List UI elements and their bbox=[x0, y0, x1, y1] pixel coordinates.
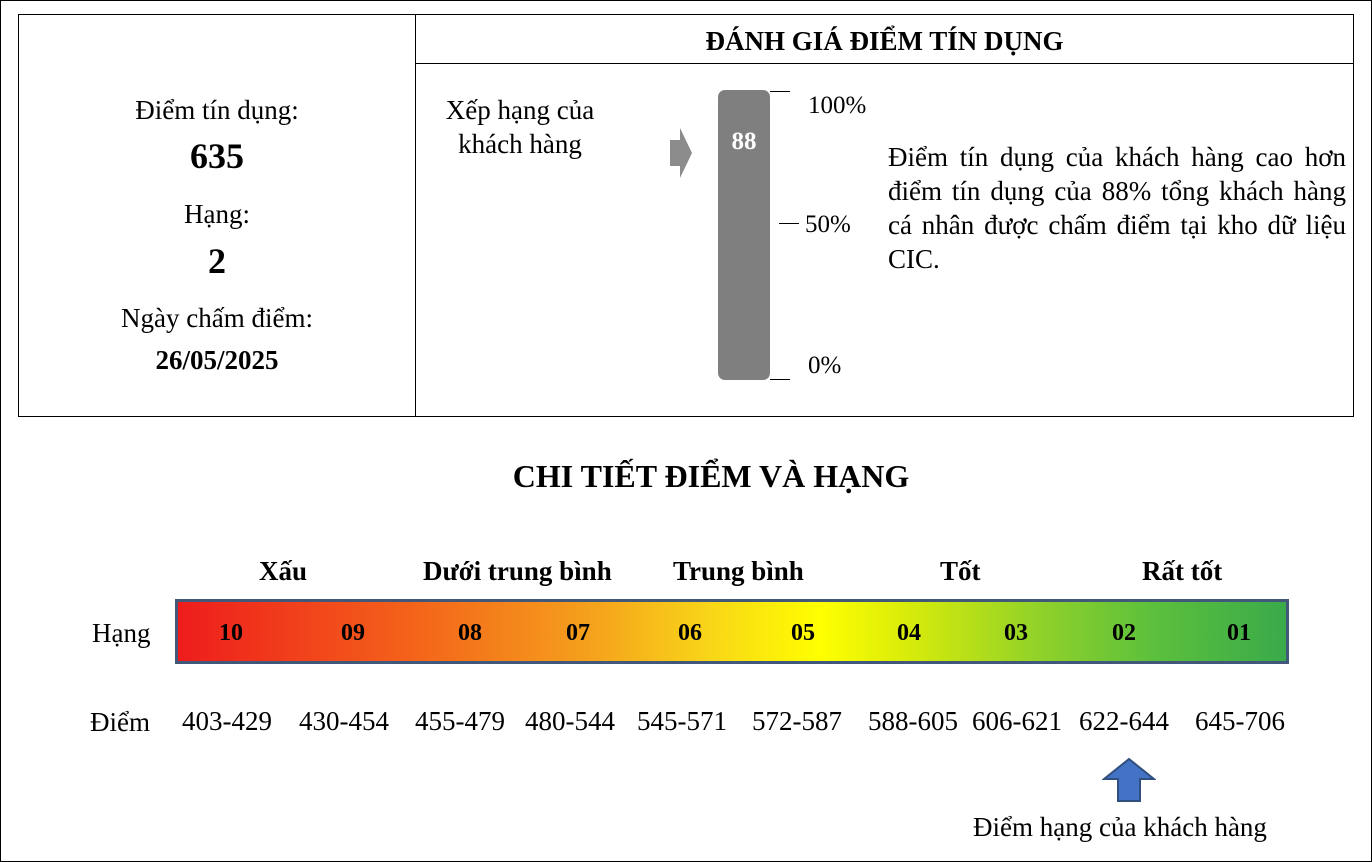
grade-cell: 05 bbox=[791, 620, 815, 646]
score-range-cell: 455-479 bbox=[415, 706, 505, 736]
tick-label-0: 0% bbox=[808, 352, 842, 379]
arrow-up-icon bbox=[1102, 757, 1156, 803]
tick-mark-50 bbox=[779, 223, 799, 224]
percentile-value: 88 bbox=[731, 128, 757, 155]
rank-value: 2 bbox=[208, 241, 226, 281]
category-label-average: Trung bình bbox=[673, 556, 804, 586]
score-range-cell: 480-544 bbox=[525, 706, 615, 736]
score-row-label: Điểm bbox=[90, 707, 150, 737]
category-label-very-good: Rất tốt bbox=[1142, 556, 1223, 586]
score-range-cell: 588-605 bbox=[868, 706, 958, 736]
grade-cell: 01 bbox=[1227, 620, 1251, 646]
assessment-title: ĐÁNH GIÁ ĐIỂM TÍN DỤNG bbox=[416, 15, 1353, 64]
score-range-cell: 430-454 bbox=[299, 706, 389, 736]
rank-caption-line2: khách hàng bbox=[458, 129, 582, 159]
grade-scale-bar bbox=[175, 599, 1289, 664]
score-range-cell: 545-571 bbox=[637, 706, 727, 736]
customer-marker-caption: Điểm hạng của khách hàng bbox=[973, 812, 1267, 842]
details-title: CHI TIẾT ĐIỂM VÀ HẠNG bbox=[512, 458, 910, 494]
score-range-cell: 606-621 bbox=[972, 706, 1062, 736]
grade-cell: 04 bbox=[897, 620, 921, 646]
grade-cell: 06 bbox=[678, 620, 702, 646]
arrow-right-icon bbox=[670, 128, 692, 178]
tick-mark-100 bbox=[770, 91, 790, 92]
date-value: 26/05/2025 bbox=[155, 345, 279, 375]
rank-row-label: Hạng bbox=[92, 618, 151, 648]
grade-cell: 08 bbox=[458, 620, 482, 646]
score-range-cell: 622-644 bbox=[1079, 706, 1169, 736]
grade-cell: 02 bbox=[1112, 620, 1136, 646]
tick-mark-0 bbox=[770, 379, 790, 380]
category-label-good: Tốt bbox=[940, 556, 981, 586]
category-label-below-average: Dưới trung bình bbox=[423, 556, 612, 586]
tick-label-100: 100% bbox=[808, 92, 867, 119]
category-label-bad: Xấu bbox=[259, 556, 308, 586]
grade-cell: 03 bbox=[1004, 620, 1028, 646]
grade-cell: 09 bbox=[341, 620, 365, 646]
percentile-description: Điểm tín dụng của khách hàng cao hơn điểm tín dụng của 88% tổng khách hàng cá nhân được chấm điểm tại kho dữ liệu CIC. bbox=[888, 142, 1346, 274]
rank-caption-line1: Xếp hạng của bbox=[445, 95, 595, 125]
score-summary-panel bbox=[19, 15, 416, 416]
rank-label: Hạng: bbox=[184, 199, 250, 229]
score-label: Điểm tín dụng: bbox=[135, 95, 299, 125]
grade-cell: 07 bbox=[566, 620, 590, 646]
date-label: Ngày chấm điểm: bbox=[121, 303, 313, 333]
score-range-cell: 403-429 bbox=[182, 706, 272, 736]
tick-label-50: 50% bbox=[805, 211, 851, 238]
score-range-cell: 572-587 bbox=[752, 706, 842, 736]
score-range-cell: 645-706 bbox=[1195, 706, 1285, 736]
score-value: 635 bbox=[190, 136, 244, 176]
rank-caption bbox=[420, 93, 620, 161]
grade-cell: 10 bbox=[219, 620, 243, 646]
